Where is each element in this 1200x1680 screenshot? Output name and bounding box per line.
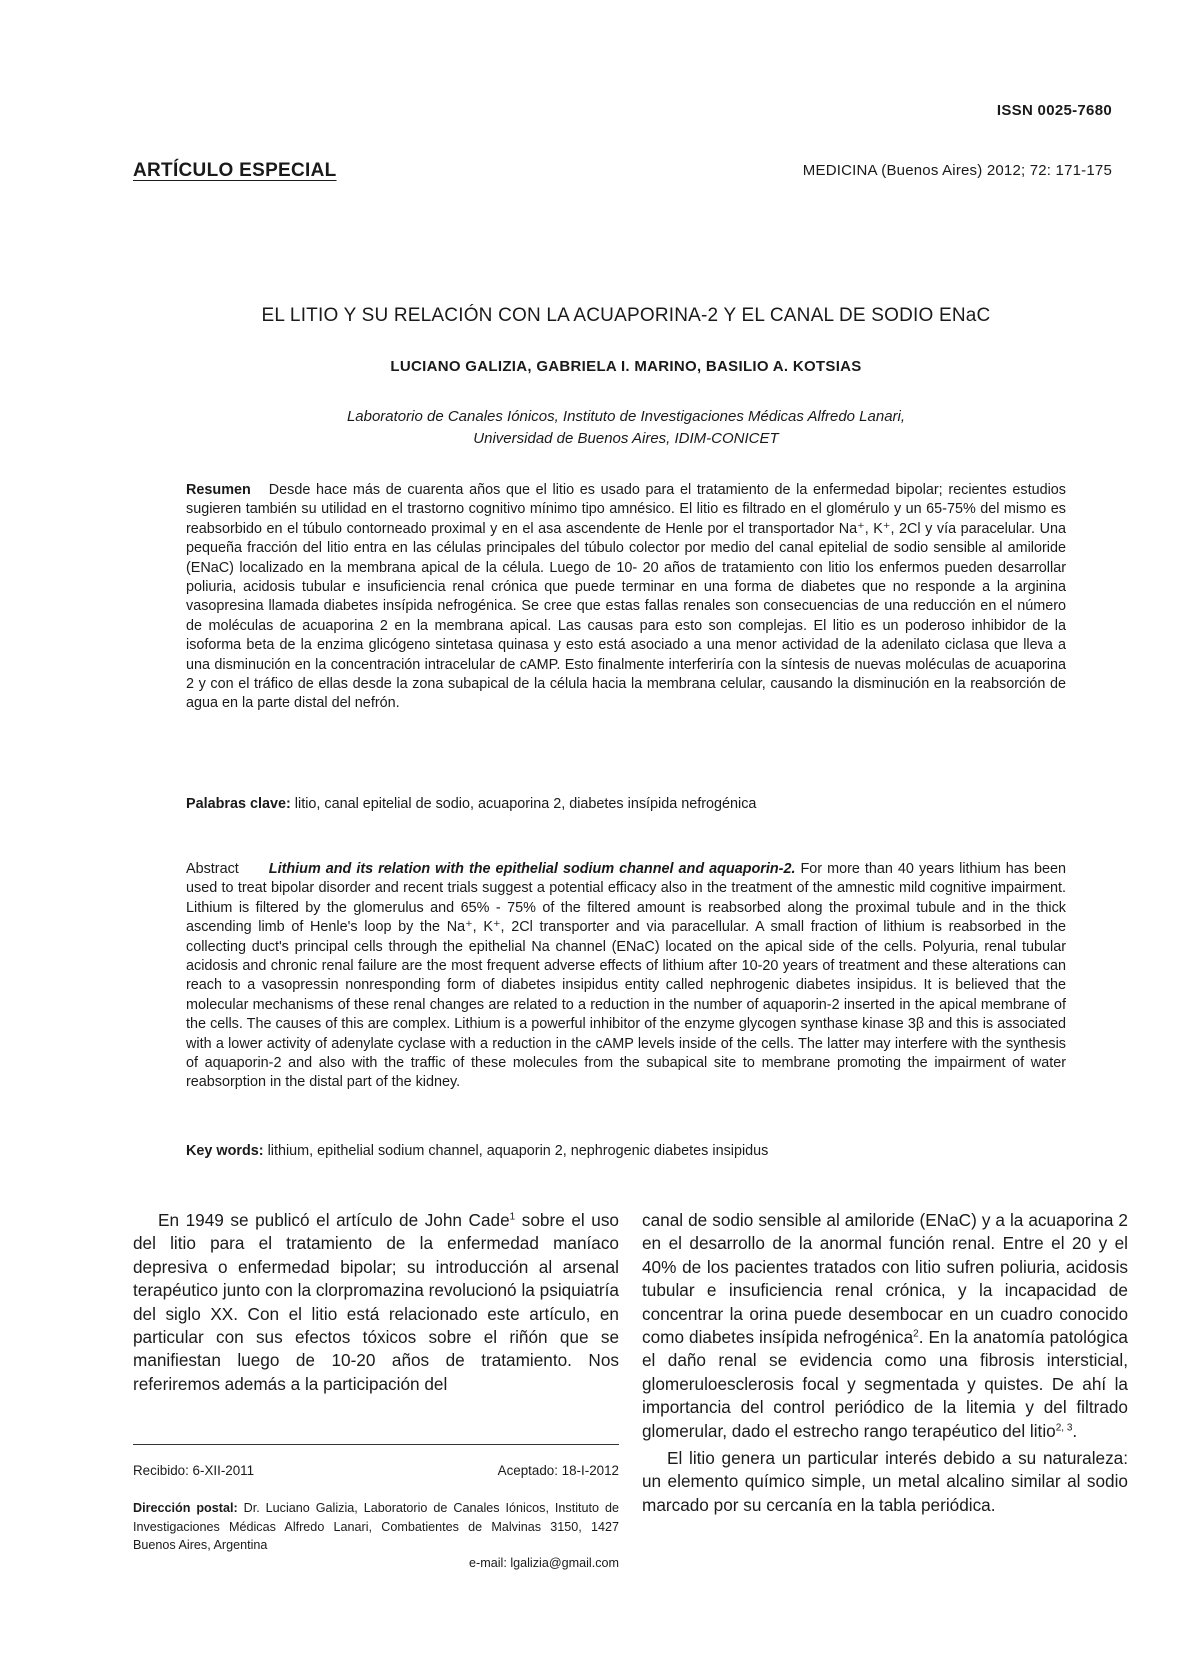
citation-ref: 2	[913, 1328, 919, 1340]
key-words-label: Key words:	[186, 1143, 264, 1159]
resumen-text: Desde hace más de cuarenta años que el litio es usado para el tratamiento de la enfermedad bipolar; recientes estudios sugieren también su utilidad en el trastorno cognitivo mínimo tipo amnésico. El litio es filtrado en el glomérulo y un 65-75% del mismo es reabsorbido en el túbulo contorneado proximal y en el asa ascendente de Henle por el transportador Na⁺, K⁺, 2Cl y vía paracelular. Una pequeña fracción del litio entra en las células principales del túbulo colector por medio del canal epitelial de sodio sensible al amiloride (ENaC) localizado en la membrana apical de la célula. Luego de 10- 20 años de tratamiento con litio los enfermos pueden desarrollar poliuria, acidosis tubular e insuficiencia renal crónica que puede terminar en una forma de diabetes que no responde a la arginina vasopresina llamada diabetes insípida nefrogénica. Se cree que estas fallas renales son consecuencias de una reducción en el número de moléculas de acuaporina 2 en la membrana apical. Las causas para esto son complejas. El litio es un poderoso inhibidor de la isoforma beta de la enzima glicógeno sintetasa quinasa y esto está asociado a una menor actividad de la adenilato ciclasa que lleva a una disminución en la concentración intracelular de cAMP. Esto finalmente interferiría con la síntesis de nuevas moléculas de acuaporina 2 y con el tráfico de ellas desde la zona subapical de la célula hacia la membrana celular, causando la disminución en la reabsorción de agua en la parte distal del nefrón.	[186, 482, 1066, 712]
abstract-block	[186, 860, 1066, 1093]
postal-text: Dr. Luciano Galizia, Laboratorio de Canales Iónicos, Instituto de Investigaciones Médicas Alfredo Lanari, Combatientes de Malvinas 3150, 1427 Buenos Aires, Argentina	[133, 1501, 619, 1553]
body-paragraph	[133, 1209, 619, 1396]
citation-ref: 1	[509, 1211, 516, 1223]
key-words	[186, 1143, 1066, 1159]
abstract-text: For more than 40 years lithium has been used to treat bipolar disorder and recent trials suggest a potential efficacy also in the treatment of the amnestic mild cognitive impairment. Lithium is filtered by the glomerulus and 65% - 75% of the filtered amount is reabsorbed along the proximal tubule and in the thick ascending limb of Henle's loop by the Na⁺, K⁺, 2Cl transporter and via paracellular. A small fraction of lithium is reabsorbed in the collecting duct's principal cells through the epithelial Na channel (ENaC) located on the apical side of the cells. Polyuria, renal tubular acidosis and chronic renal failure are the most frequent adverse effects of lithium after 10-20 years of treatment and these alterations can reach to a vasopressin nonresponding form of diabetes insipidus entity called nephrogenic diabetes insipidus. It is believed that the molecular mechanisms of these renal changes are related to a reduction in the number of aquaporin-2 inserted in the apical membrane of the cells. The causes of this are complex. Lithium is a powerful inhibitor of the enzyme glycogen synthase kinase 3β and this is associated with a lower activity of adenylate cyclase with a reduction in the cAMP levels inside of the cells. The latter may interfere with the synthesis of aquaporin-2 and also with the traffic of these molecules from the subapical site to membrane promoting the impairment of water reabsorption in the distal part of the kidney.	[186, 861, 1066, 1091]
issn: ISSN 0025-7680	[996, 102, 1112, 119]
body-text: sobre el uso del litio para el tratamiento de la enfermedad maníaco depresiva o enfermedad bipolar; su introducción al arsenal terapéutico junto con la clorpromazina revolucionó la psiquiatría del siglo XX. Con el litio está relacionado este artículo, en particular con sus efectos tóxicos sobre el riñón que se manifiestan luego de 10-20 años de tratamiento. Nos referiremos además a la participación del	[133, 1210, 619, 1394]
palabras-clave-label: Palabras clave:	[186, 796, 291, 812]
body-paragraph	[642, 1209, 1128, 1443]
resumen-block	[186, 481, 1066, 714]
citation-ref: 2, 3	[1055, 1421, 1073, 1433]
abstract-subtitle: Lithium and its relation with the epithelial sodium channel and aquaporin-2.	[268, 861, 796, 877]
author-list: LUCIANO GALIZIA, GABRIELA I. MARINO, BASILIO A. KOTSIAS	[390, 358, 862, 375]
section-label: ARTÍCULO ESPECIAL	[133, 160, 337, 181]
contact-email: e-mail: lgalizia@gmail.com	[469, 1556, 619, 1570]
postal-address	[133, 1499, 619, 1555]
body-paragraph: El litio genera un particular interés debido a su naturaleza: un elemento químico simple, un metal alcalino similar al sodio marcado por su cercanía en la tabla periódica.	[642, 1448, 1128, 1515]
footnote-divider	[133, 1444, 619, 1445]
body-column-right	[642, 1209, 1128, 1517]
body-column-left	[133, 1209, 619, 1396]
accepted-date: Aceptado: 18-I-2012	[497, 1463, 619, 1478]
abstract-heading: Abstract	[186, 861, 239, 877]
journal-reference: MEDICINA (Buenos Aires) 2012; 72: 171-175	[802, 162, 1112, 179]
affiliation-line-1: Laboratorio de Canales Iónicos, Instituto de Investigaciones Médicas Alfredo Lanari,	[346, 408, 906, 425]
body-text: canal de sodio sensible al amiloride (ENaC) y a la acuaporina 2 en el desarrollo de la anormal función renal. Entre el 20 y el 40% de los pacientes tratados con litio sufren poliuria, acidosis tubular e insuficiencia renal crónica, y la incapacidad de concentrar la orina puede desembocar en un cuadro conocido como diabetes insípida nefrogénica	[642, 1210, 1128, 1348]
resumen-heading: Resumen	[186, 482, 251, 498]
body-text: En 1949 se publicó el artículo de John Cade	[158, 1210, 510, 1230]
received-date: Recibido: 6-XII-2011	[133, 1463, 255, 1478]
key-words-text: lithium, epithelial sodium channel, aquaporin 2, nephrogenic diabetes insipidus	[263, 1143, 769, 1159]
affiliation-line-2: Universidad de Buenos Aires, IDIM-CONICET	[473, 430, 779, 447]
body-text: .	[1072, 1420, 1078, 1441]
article-title: EL LITIO Y SU RELACIÓN CON LA ACUAPORINA-2 Y EL CANAL DE SODIO ENaC	[261, 305, 991, 326]
body-text: . En la anatomía patológica el daño renal se evidencia como una fibrosis intersticial, glomeruloesclerosis focal y segmentada y quistes. De ahí la importancia del control periódico de la litemia y del filtrado glomerular, dado el estrecho rango terapéutico del litio	[642, 1327, 1128, 1441]
palabras-clave-text: litio, canal epitelial de sodio, acuaporina 2, diabetes insípida nefrogénica	[290, 796, 757, 812]
affiliation	[133, 406, 1119, 450]
postal-label: Dirección postal:	[133, 1501, 238, 1515]
palabras-clave	[186, 796, 1066, 812]
